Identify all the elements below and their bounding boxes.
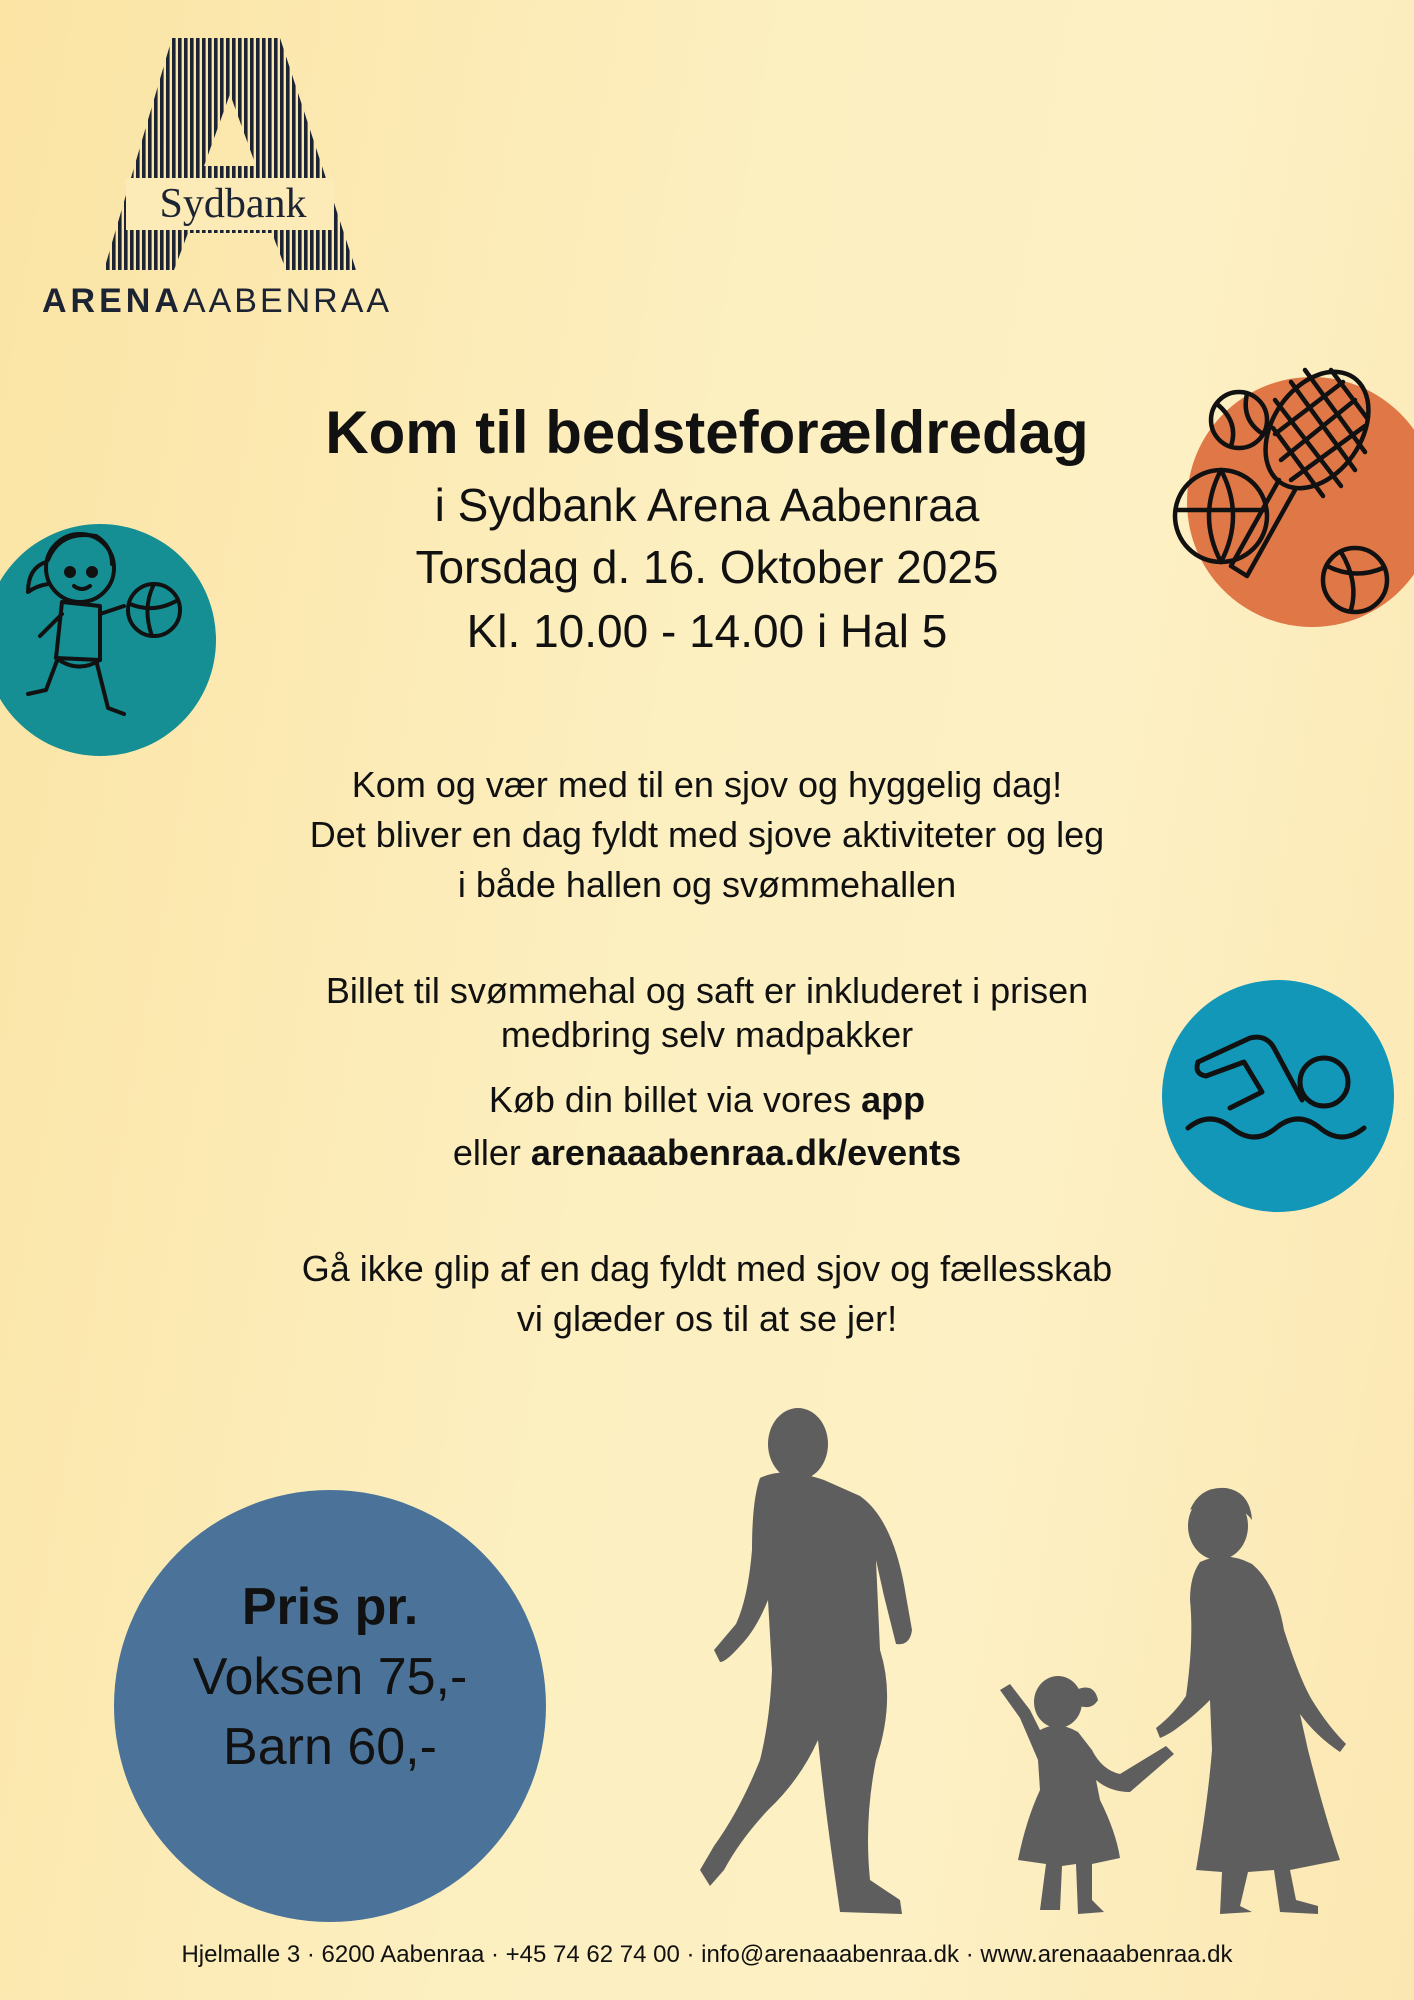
- price-heading: Pris pr.: [241, 1578, 419, 1636]
- date-text: Torsdag d. 16. Oktober 2025: [415, 541, 999, 593]
- footer-contact: Hjelmalle 3 · 6200 Aabenraa · +45 74 62 74 00 · info@arenaaabenraa.dk · www.arenaaabenraa.dk: [181, 1941, 1233, 1968]
- closing-line-2: vi glæder os til at se jer!: [516, 1298, 898, 1339]
- buy-prefix: Køb din billet via vores: [488, 1079, 862, 1120]
- logo-sydbank-text: Sydbank: [159, 181, 307, 227]
- page-title: Kom til bedsteforældredag: [325, 399, 1089, 466]
- logo-arena-text: [42, 282, 392, 321]
- closing-line-1: Gå ikke glip af en dag fyldt med sjov og fællesskab: [301, 1248, 1113, 1289]
- or-prefix: eller: [452, 1132, 531, 1173]
- intro-line-2: Det bliver en dag fyldt med sjove aktiviteter og leg: [309, 814, 1105, 855]
- arena-a-logo: [100, 38, 360, 273]
- url-line: [0, 1130, 1414, 1176]
- logo-aabenraa: AABENRAA: [182, 282, 393, 320]
- ticket-line-1: Billet til svømmehal og saft er inkluderet i prisen: [325, 970, 1089, 1011]
- app-link[interactable]: app: [861, 1079, 926, 1120]
- time-text: Kl. 10.00 - 14.00 i Hal 5: [466, 605, 948, 657]
- buy-line: [0, 1077, 1414, 1123]
- venue-text: i Sydbank Arena Aabenraa: [434, 479, 980, 531]
- price-child: Barn 60,-: [223, 1718, 437, 1776]
- intro-line-3: i både hallen og svømmehallen: [457, 864, 957, 905]
- intro-line-1: Kom og vær med til en sjov og hyggelig dag!: [351, 764, 1063, 805]
- logo-arena-bold: ARENA: [42, 282, 183, 320]
- price-adult: Voksen 75,-: [192, 1648, 468, 1706]
- ticket-line-2: medbring selv madpakker: [500, 1014, 914, 1055]
- events-link[interactable]: arenaaabenraa.dk/events: [530, 1132, 962, 1173]
- family-silhouette: [700, 1400, 1370, 1928]
- price-block: [115, 1550, 545, 1780]
